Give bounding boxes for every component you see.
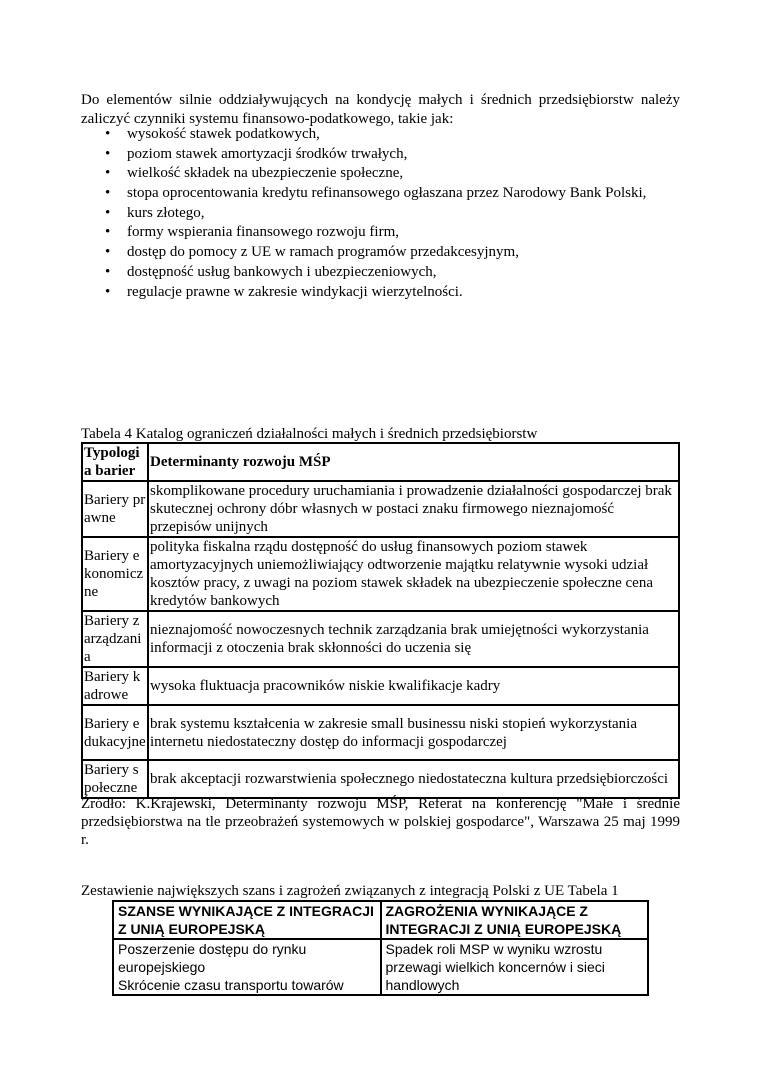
table-row — [82, 667, 679, 705]
list-item: • wysokość stawek podatkowych, — [81, 125, 680, 145]
table-row — [82, 705, 679, 760]
list-item: • wielkość składek na ubezpieczenie społeczne, — [81, 164, 680, 184]
opportunity-item: Skrócenie czasu transportu towarów — [118, 977, 344, 993]
list-item: • formy wspierania finansowego rozwoju firm, — [81, 223, 680, 243]
row-value: nieznajomość nowoczesnych technik zarządzania brak umiejętności wykorzystania informacji z otoczenia brak skłonności do uczenia się — [148, 611, 679, 667]
table-row — [82, 611, 679, 667]
list-item: • stopa oprocentowania kredytu refinansowego ogłaszana przez Narodowy Bank Polski, — [81, 184, 680, 204]
bullet: • — [105, 283, 111, 300]
row-label: Bariery prawne — [82, 481, 148, 537]
bullet: • — [105, 126, 111, 142]
row-label: Bariery społeczne — [82, 760, 148, 798]
row-label: Bariery ekonomiczne — [82, 537, 148, 611]
bullet: • — [105, 145, 111, 162]
list-item: • poziom stawek amortyzacji środków trwałych, — [81, 145, 680, 165]
table-header-row — [113, 901, 648, 939]
bullet: • — [105, 204, 111, 221]
row-value: skomplikowane procedury uruchamiania i prowadzenie działalności gospodarczej brak skutecznej ochrony dóbr własnych w postaci znaku firmowego nieznajomość przepisów unijnych — [148, 481, 679, 537]
bullet: • — [105, 165, 111, 182]
intro-paragraph: Do elementów silnie oddziaływujących na kondycję małych i średnich przedsiębiorstw należy zaliczyć czynniki systemu finansowo-podatkowego, takie jak: — [81, 92, 680, 127]
bullet: • — [105, 244, 111, 261]
list-item: • dostęp do pomocy z UE w ramach programów przedakcesyjnym, — [81, 243, 680, 263]
opportunities-cell — [113, 939, 381, 995]
factors-list — [81, 125, 680, 302]
list-item: • dostępność usług bankowych i ubezpieczeniowych, — [81, 263, 680, 283]
opportunity-item: Poszerzenie dostępu do rynku europejskiego — [118, 941, 307, 975]
row-label: Bariery kadrowe — [82, 667, 148, 705]
header-cell-typology: Typologia barier — [82, 443, 148, 481]
row-label: Bariery edukacyjne — [82, 705, 148, 760]
table4-caption: Tabela 4 Katalog ograniczeń działalności małych i średnich przedsiębiorstw — [81, 426, 538, 442]
table-row — [82, 537, 679, 611]
bullet: • — [105, 185, 111, 202]
row-label: Bariery zarządzania — [82, 611, 148, 667]
table-header-row — [82, 443, 679, 481]
bullet: • — [105, 224, 111, 241]
header-cell-determinants: Determinanty rozwoju MŚP — [148, 443, 679, 481]
row-value: wysoka fluktuacja pracowników niskie kwalifikacje kadry — [148, 667, 679, 705]
row-value: polityka fiskalna rządu dostępność do usług finansowych poziom stawek amortyzacyjnych uniemożliwiający odtworzenie majątku relatywnie wysoki udział kosztów pracy, z uwagi na poziom stawek składek na ubezpieczenie społeczne cena kredytów bankowych — [148, 537, 679, 611]
row-value: brak systemu kształcenia w zakresie small businessu niski stopień wykorzystania internetu niedostateczny dostęp do informacji gospodarczej — [148, 705, 679, 760]
list-item: • regulacje prawne w zakresie windykacji wierzytelności. — [81, 283, 680, 303]
opportunities-threats-table — [112, 900, 649, 996]
row-value: brak akceptacji rozwarstwienia społecznego niedostateczna kultura przedsiębiorczości — [148, 760, 679, 798]
header-cell-threats: ZAGROŻENIA WYNIKAJĄCE Z INTEGRACJI Z UNIĄ EUROPEJSKĄ — [381, 901, 649, 939]
list-item: • kurs złotego, — [81, 204, 680, 224]
table-row — [82, 760, 679, 798]
bullet: • — [105, 263, 111, 280]
table1-caption: Zestawienie największych szans i zagrożeń związanych z integracją Polski z UE Tabela 1 — [81, 883, 619, 899]
table-row — [113, 939, 648, 995]
threat-item: Spadek roli MSP w wyniku wzrostu przewagi wielkich koncernów i sieci handlowych — [385, 941, 605, 993]
threats-cell — [381, 939, 649, 995]
table4-source: Źródło: K.Krajewski, Determinanty rozwoju MŚP, Referat na konferencję "Małe i średnie przedsiębiorstwa na tle przeobrażeń systemowych w polskiej gospodarce", Warszawa 25 maj 1999 r. — [81, 796, 680, 848]
header-cell-opportunities: SZANSE WYNIKAJĄCE Z INTEGRACJI Z UNIĄ EUROPEJSKĄ — [113, 901, 381, 939]
table-row — [82, 481, 679, 537]
barriers-table — [81, 442, 680, 799]
